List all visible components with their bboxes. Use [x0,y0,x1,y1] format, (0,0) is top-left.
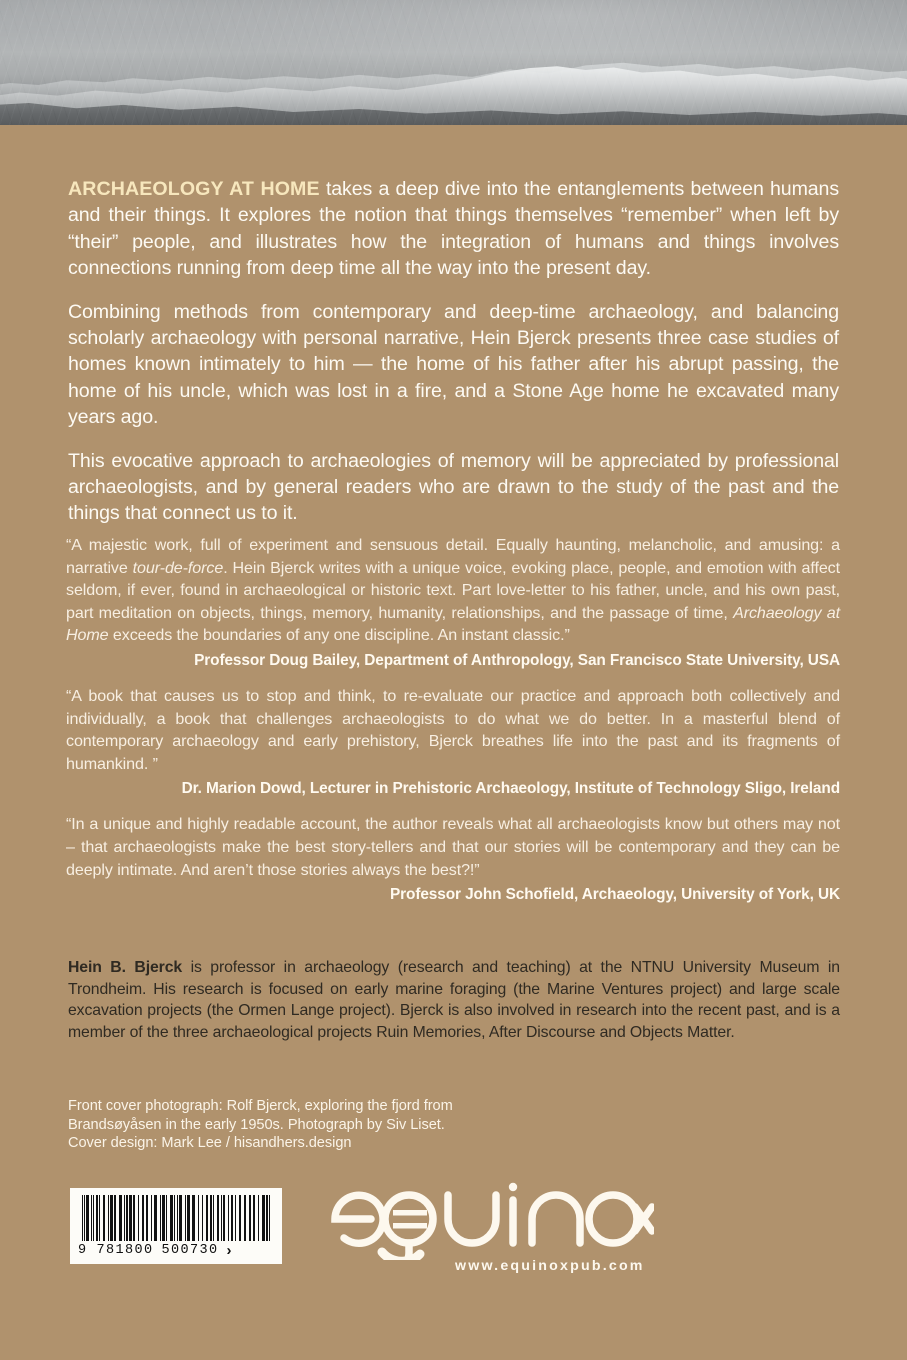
barcode-digits [78,1241,274,1259]
review-3 [66,813,840,905]
blurb-paragraph-2: Combining methods from contemporary and deep-time archaeology, and balancing scholarly archaeology with personal narrative, Hein Bjerck presents three case studies of homes known intimately to him — the home of his father after his abrupt passing, the home of his uncle, which was lost in a fire, and a Stone Age home he excavated many years ago. [68,300,839,429]
book-title-caps: ARCHAEOLOGY AT HOME [68,178,320,200]
barcode-terminator: › [226,1241,233,1259]
barcode-bars [82,1195,270,1241]
review-1 [66,534,840,671]
blurb-paragraph-1-rest: takes a deep dive into the entanglements between humans and their things. It explores the notion that things themselves “remember” when left by “their” people, and illustrates how the integration of humans and things involves connections running from deep time all the way into the present day. [68,178,839,280]
author-bio-text: is professor in archaeology (research and teaching) at the NTNU University Museum in Trondheim. His research is focused on early marine foraging (the Marine Ventures project) and large scale excavation projects (the Ormen Lange project). Bjerck is also involved in research into the recent past, and is a member of the three archaeological projects Ruin Memories, After Discourse and Objects Matter. [68,959,840,1041]
barcode-group-1: 781800 [96,1242,154,1258]
review-2-quote: “A book that causes us to stop and think, to re-evaluate our practice and approach both collectively and individually, a book that challenges archaeologists to do what we do better. In a masterful blend of contemporary archaeology and early prehistory, Bjerck breathes life into the past and its fragments of humankind. ” [66,686,840,773]
reviews-section [66,534,840,905]
publisher-url: www.equinoxpub.com [455,1258,645,1274]
photo-grain-overlay [0,0,907,125]
author-bio-paragraph [68,957,840,1043]
review-1-quote [66,534,840,647]
review-1-italic-2: Archaeology at Home [66,603,840,645]
credit-line-2: Brandsøyåsen in the early 1950s. Photograph by Siv Liset. [68,1116,445,1133]
equinox-logotype-icon [324,1178,654,1260]
equinox-i-dot [509,1183,517,1191]
isbn-barcode [70,1188,282,1264]
equinox-swash [382,1252,420,1260]
blurb-paragraph-1 [68,176,839,282]
review-1-italic-1: tour-de-force [132,558,224,577]
blurb-section [68,176,839,527]
author-bio-section [68,957,840,1043]
cover-photograph [0,0,907,125]
review-1-quote-part-3: exceeds the boundaries of any one discipline. An instant classic.” [108,626,570,645]
review-2-attribution: Dr. Marion Dowd, Lecturer in Prehistoric Archaeology, Institute of Technology Sligo, Ireland [181,780,840,798]
review-2 [66,685,840,799]
barcode-lead-digit: 9 [78,1242,88,1258]
review-3-attribution: Professor John Schofield, Archaeology, University of York, UK [389,886,840,904]
credit-line-3: Cover design: Mark Lee / hisandhers.design [68,1135,352,1152]
equinox-equals-top [393,1210,427,1216]
cover-credits [68,1097,588,1153]
review-3-quote: “In a unique and highly readable account, the author reveals what all archaeologists know but others may not – that archaeologists make the best story-tellers and that our stories will be contemporary and they can be deeply intimate. And aren’t those stories always the best?!” [66,815,840,879]
review-1-quote-part-1: “A majestic work, full of experiment and sensuous detail. Equally haunting, melancholic, and amusing: a narrative [66,536,840,577]
barcode-group-2: 500730 [161,1242,219,1258]
review-1-quote-part-2: . Hein Bjerck writes with a unique voice, evoking place, people, and emotion with affect seldom, if ever, found in archaeological or historic text. Part love-letter to his father, uncle, and his own past, part meditation on objects, things, memory, humanity, relationships, and the passage of time, [66,558,840,622]
equinox-equals-bottom [393,1223,427,1229]
blurb-paragraph-3: This evocative approach to archaeologies of memory will be appreciated by professional archaeologists, and by general readers who are drawn to the study of the past and the things that connect us to it. [68,449,839,525]
publisher-logo [324,1178,654,1276]
credit-line-1: Front cover photograph: Rolf Bjerck, exploring the fjord from [68,1098,453,1114]
review-1-attribution: Professor Doug Bailey, Department of Anthropology, San Francisco State University, USA [194,651,840,669]
author-name: Hein B. Bjerck [68,959,183,976]
